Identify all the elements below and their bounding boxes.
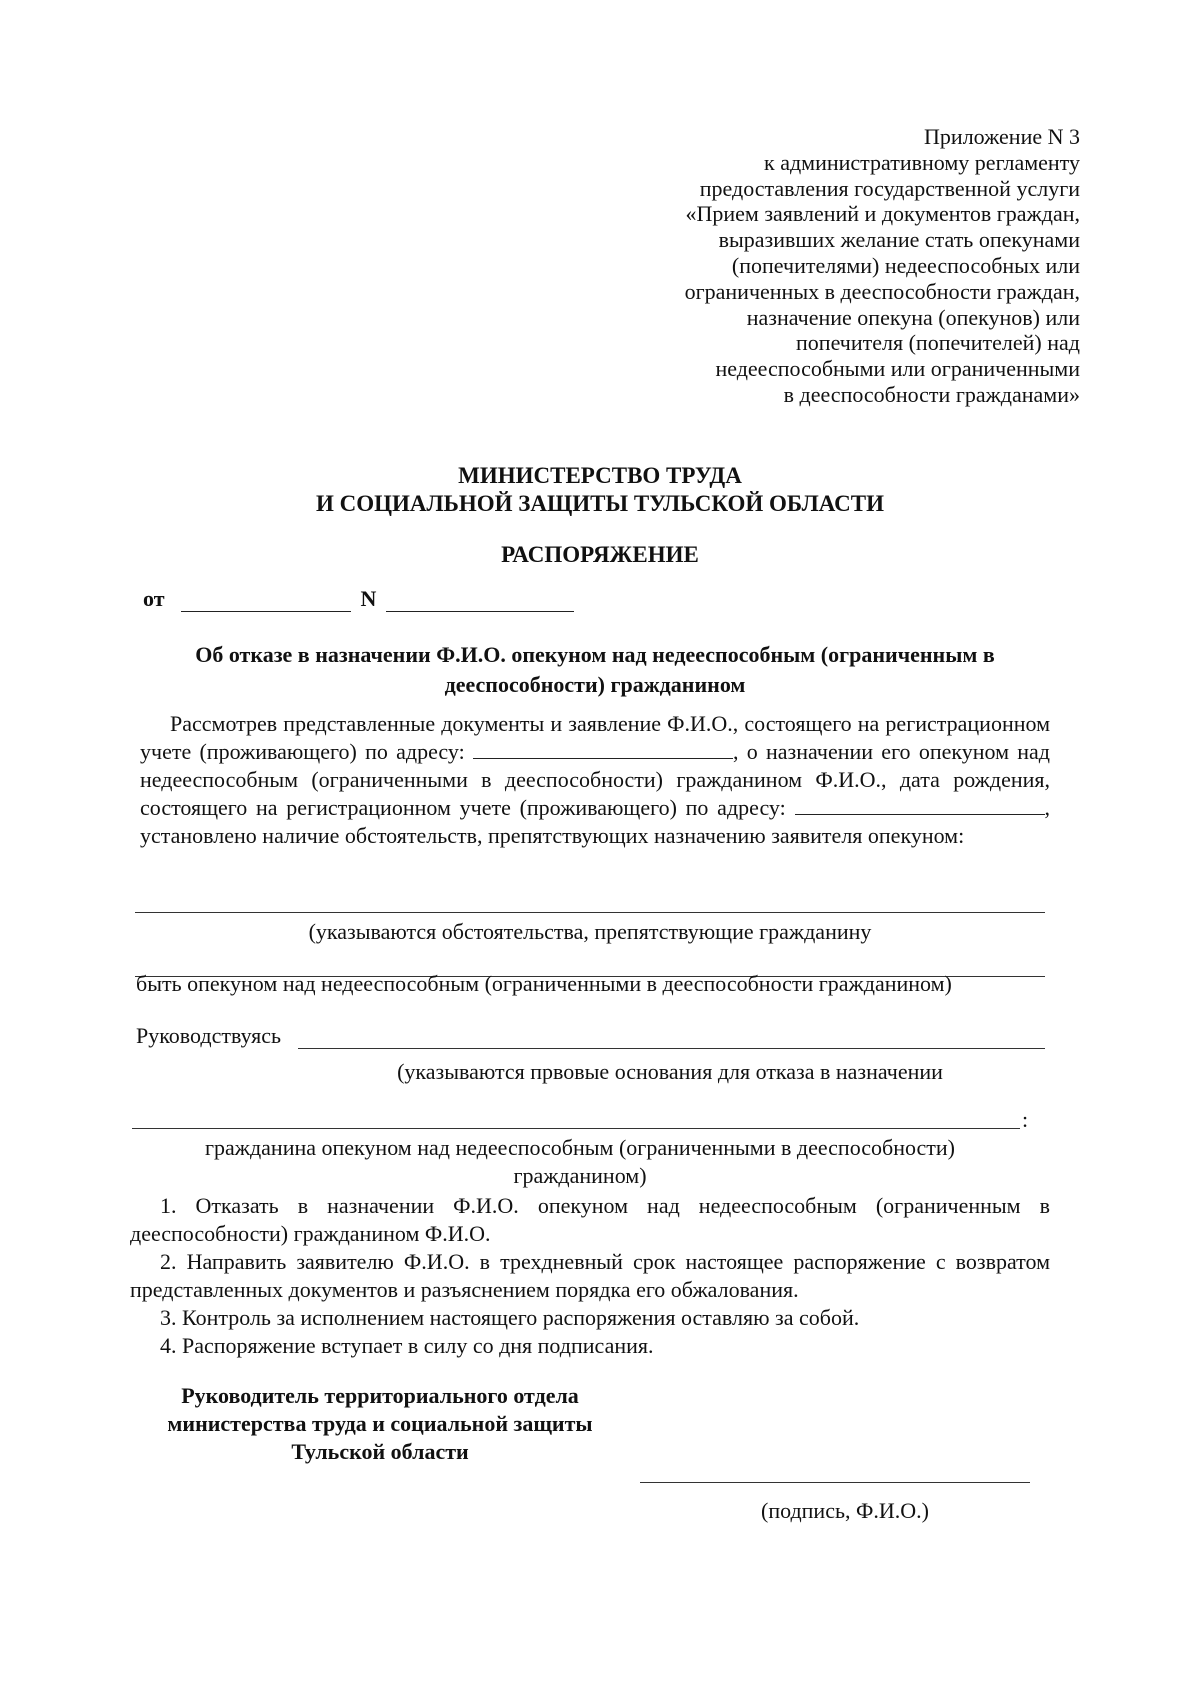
body-part-1: Рассмотрев представленные документы и заявление Ф.И.О., состоящего на регистрационном учете (проживающего) по адресу: — [140, 711, 1050, 764]
appendix-line: (попечителями) недееспособных или — [731, 252, 1080, 278]
signatory-line-2: министерства труда и социальной защиты — [167, 1411, 593, 1436]
body-part-3: , установлено наличие обстоятельств, препятствующих назначению заявителя опекуном: — [140, 795, 1050, 848]
appendix-line: предоставления государственной услуги — [699, 175, 1080, 201]
ministry-line-2: И СОЦИАЛЬНОЙ ЗАЩИТЫ ТУЛЬСКОЙ ОБЛАСТИ — [315, 491, 885, 516]
legal-grounds-note-cont-1: гражданина опекуном над недееспособным (ограниченными в дееспособности) — [204, 1135, 955, 1160]
order-item: 2. Направить заявителю Ф.И.О. в трехдневный срок настоящее распоряжение с возвратом представленных документов и разъяснением порядка его обжалования. — [130, 1249, 1050, 1302]
signatory-line-1: Руководитель территориального отдела — [181, 1383, 579, 1408]
number-prefix: N — [360, 586, 377, 611]
legal-grounds-note: (указываются првовые основания для отказа в назначении — [397, 1059, 943, 1084]
guided-by-label: Руководствуясь — [136, 1023, 281, 1048]
order-item: 3. Контроль за исполнением настоящего распоряжения оставляю за собой. — [160, 1305, 860, 1330]
address-blank-2 — [795, 796, 1045, 815]
body-part-2: , о назначении его опекуном над недееспособным (ограниченными в дееспособности) гражданином Ф.И.О., дата рождения, состоящего на регистрационном учете (проживающего) по адресу: — [140, 739, 1051, 820]
address-blank-1 — [473, 740, 733, 759]
order-item: 1. Отказать в назначении Ф.И.О. опекуном над недееспособным (ограниченным в дееспособности) гражданином Ф.И.О. — [130, 1193, 1050, 1246]
ministry-heading — [0, 462, 1200, 518]
appendix-line: назначение опекуна (опекунов) или — [746, 304, 1080, 330]
signature-line — [640, 1482, 1030, 1483]
subject-line-1: Об отказе в назначении Ф.И.О. опекуном над недееспособным (ограниченным в — [195, 642, 995, 667]
legal-grounds-line — [132, 1128, 1020, 1129]
circumstances-line — [135, 912, 1045, 913]
appendix-line: в дееспособности гражданами» — [783, 381, 1080, 407]
appendix-block — [560, 124, 1080, 408]
appendix-line: попечителя (попечителей) над — [796, 330, 1080, 356]
appendix-line: к административному регламенту — [764, 149, 1080, 175]
body-paragraph — [140, 710, 1050, 850]
order-item: 4. Распоряжение вступает в силу со дня подписания. — [160, 1333, 654, 1358]
legal-grounds-note-cont-2: гражданином) — [513, 1163, 647, 1188]
order-title: РАСПОРЯЖЕНИЕ — [501, 542, 699, 567]
ministry-line-1: МИНИСТЕРСТВО ТРУДА — [458, 463, 742, 488]
signatory-block — [140, 1382, 620, 1466]
circumstances-note: (указываются обстоятельства, препятствующие гражданину — [308, 919, 872, 944]
date-number-line — [143, 586, 574, 612]
appendix-line: недееспособными или ограниченными — [715, 356, 1080, 382]
circumstances-note-cont: быть опекуном над недееспособным (ограниченными в дееспособности гражданином) — [136, 971, 952, 996]
number-blank — [386, 591, 574, 612]
subject-line-2: дееспособности) гражданином — [444, 672, 746, 697]
appendix-line: Приложение N 3 — [924, 124, 1080, 149]
signatory-line-3: Тульской области — [291, 1439, 469, 1464]
appendix-line: ограниченных в дееспособности граждан, — [684, 278, 1080, 304]
signature-caption: (подпись, Ф.И.О.) — [761, 1498, 929, 1523]
appendix-line: выразивших желание стать опекунами — [718, 227, 1080, 253]
date-blank — [181, 591, 351, 612]
legal-grounds-colon: : — [1022, 1107, 1029, 1132]
order-items — [130, 1192, 1050, 1360]
order-subject — [140, 640, 1050, 700]
date-prefix: от — [143, 586, 165, 611]
guided-by-line — [298, 1048, 1045, 1049]
appendix-line: «Прием заявлений и документов граждан, — [685, 201, 1080, 227]
